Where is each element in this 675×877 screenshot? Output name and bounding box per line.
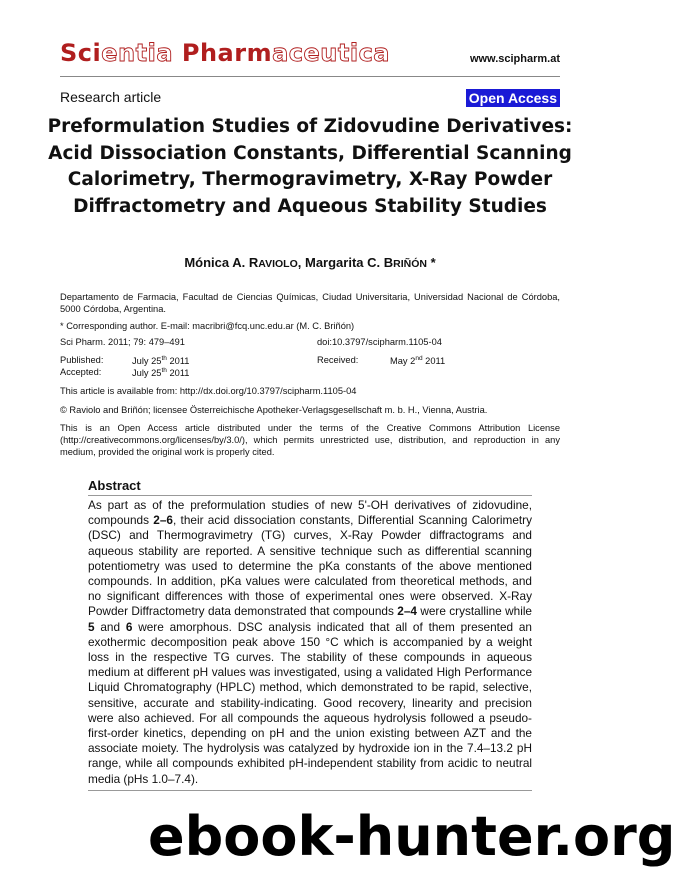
citation: Sci Pharm. 2011; 79: 479–491: [60, 337, 185, 347]
received-label: Received:: [317, 355, 359, 365]
copyright-statement: © Raviolo and Briñón; licensee Österreichische Apotheker-Verlagsgesellschaft m. b. H., Vienna, Austria.: [60, 405, 488, 415]
journal-website[interactable]: www.scipharm.at: [469, 53, 560, 65]
abstract-section: [88, 476, 532, 791]
published-date: July 25th 2011: [132, 355, 190, 367]
doi[interactable]: doi:10.3797/scipharm.1105-04: [317, 337, 442, 347]
affiliation: Departamento de Farmacia, Facultad de Ciencias Químicas, Ciudad Universitaria, Universidad Nacional de Córdoba, 5000 Córdoba, Argentina.: [60, 292, 560, 314]
open-access-badge: Open Access: [466, 89, 560, 107]
published-label: Published:: [60, 355, 104, 365]
availability-statement: This article is available from: http://dx.doi.org/10.3797/scipharm.1105-04: [60, 386, 357, 396]
accepted-label: Accepted:: [60, 367, 102, 377]
author-list: Mónica A. RAVIOLO, Margarita C. BRIÑÓN *: [184, 255, 436, 270]
accepted-date: July 25th 2011: [132, 367, 190, 379]
header-divider: [60, 76, 560, 77]
watermark: ebook-hunter.org: [148, 805, 675, 868]
journal-logo: Scientia Pharmaceutica: [60, 39, 390, 67]
license-statement: This is an Open Access article distributed under the terms of the Creative Commons Attribution License (http://creativecommons.org/licenses/by/3.0/), which permits unrestricted use, distribution, and reproduction in any medium, provided the original work is properly cited.: [60, 423, 560, 457]
abstract-text: As part as of the preformulation studies of new 5'-OH derivatives of zidovudine, compounds 2–6, their acid dissociation constants, Differential Scanning Calorimetry (DSC) and Thermogravimetry (TG) curves, X-Ray Powder diffractograms and aqueous stability are reported. A sensitive technique such as differential scanning potentiometry was used to determine the pKa constants of the above mentioned compounds. In addition, pKa values were calculated from theoretical methods, and no significant differences with those of experimental ones were observed. X-Ray Powder Diffractometry data demonstrated that compounds 2–4 were crystalline while 5 and 6 were amorphous. DSC analysis indicated that all of them presented an exothermic decomposition peak above 150 °C which is accompanied by a weight loss in the respective TG curves. The stability of these compounds in aqueous medium at different pH values was investigated, using a validated High Performance Liquid Chromatography (HPLC) method, which demonstrated to be rapid, selective, sensitive, accurate and stability-indicating. Good recovery, linearity and precision were also achieved. For all compounds the aqueous hydrolysis followed a pseudo-first-order kinetics, depending on pH and the union existing between AZT and the associate moiety. The hydrolysis was catalyzed by hydroxide ion in the 7.4–13.2 pH range, while all compounds exhibited pH-independent stability from acidic to neutral media (pHs 1.0–7.4).: [88, 496, 532, 791]
abstract-heading: Abstract: [88, 476, 532, 496]
correspondence: * Corresponding author. E-mail: macribri@fcq.unc.edu.ar (M. C. Briñón): [60, 321, 355, 331]
article-title: Preformulation Studies of Zidovudine Derivatives: Acid Dissociation Constants, Differential Scanning Calorimetry, Thermogravimetry, X-Ray Powder Diffractometry and Aqueous Stability Studies: [47, 116, 573, 217]
article-type: Research article: [60, 89, 162, 105]
received-date: May 2nd 2011: [390, 355, 446, 367]
